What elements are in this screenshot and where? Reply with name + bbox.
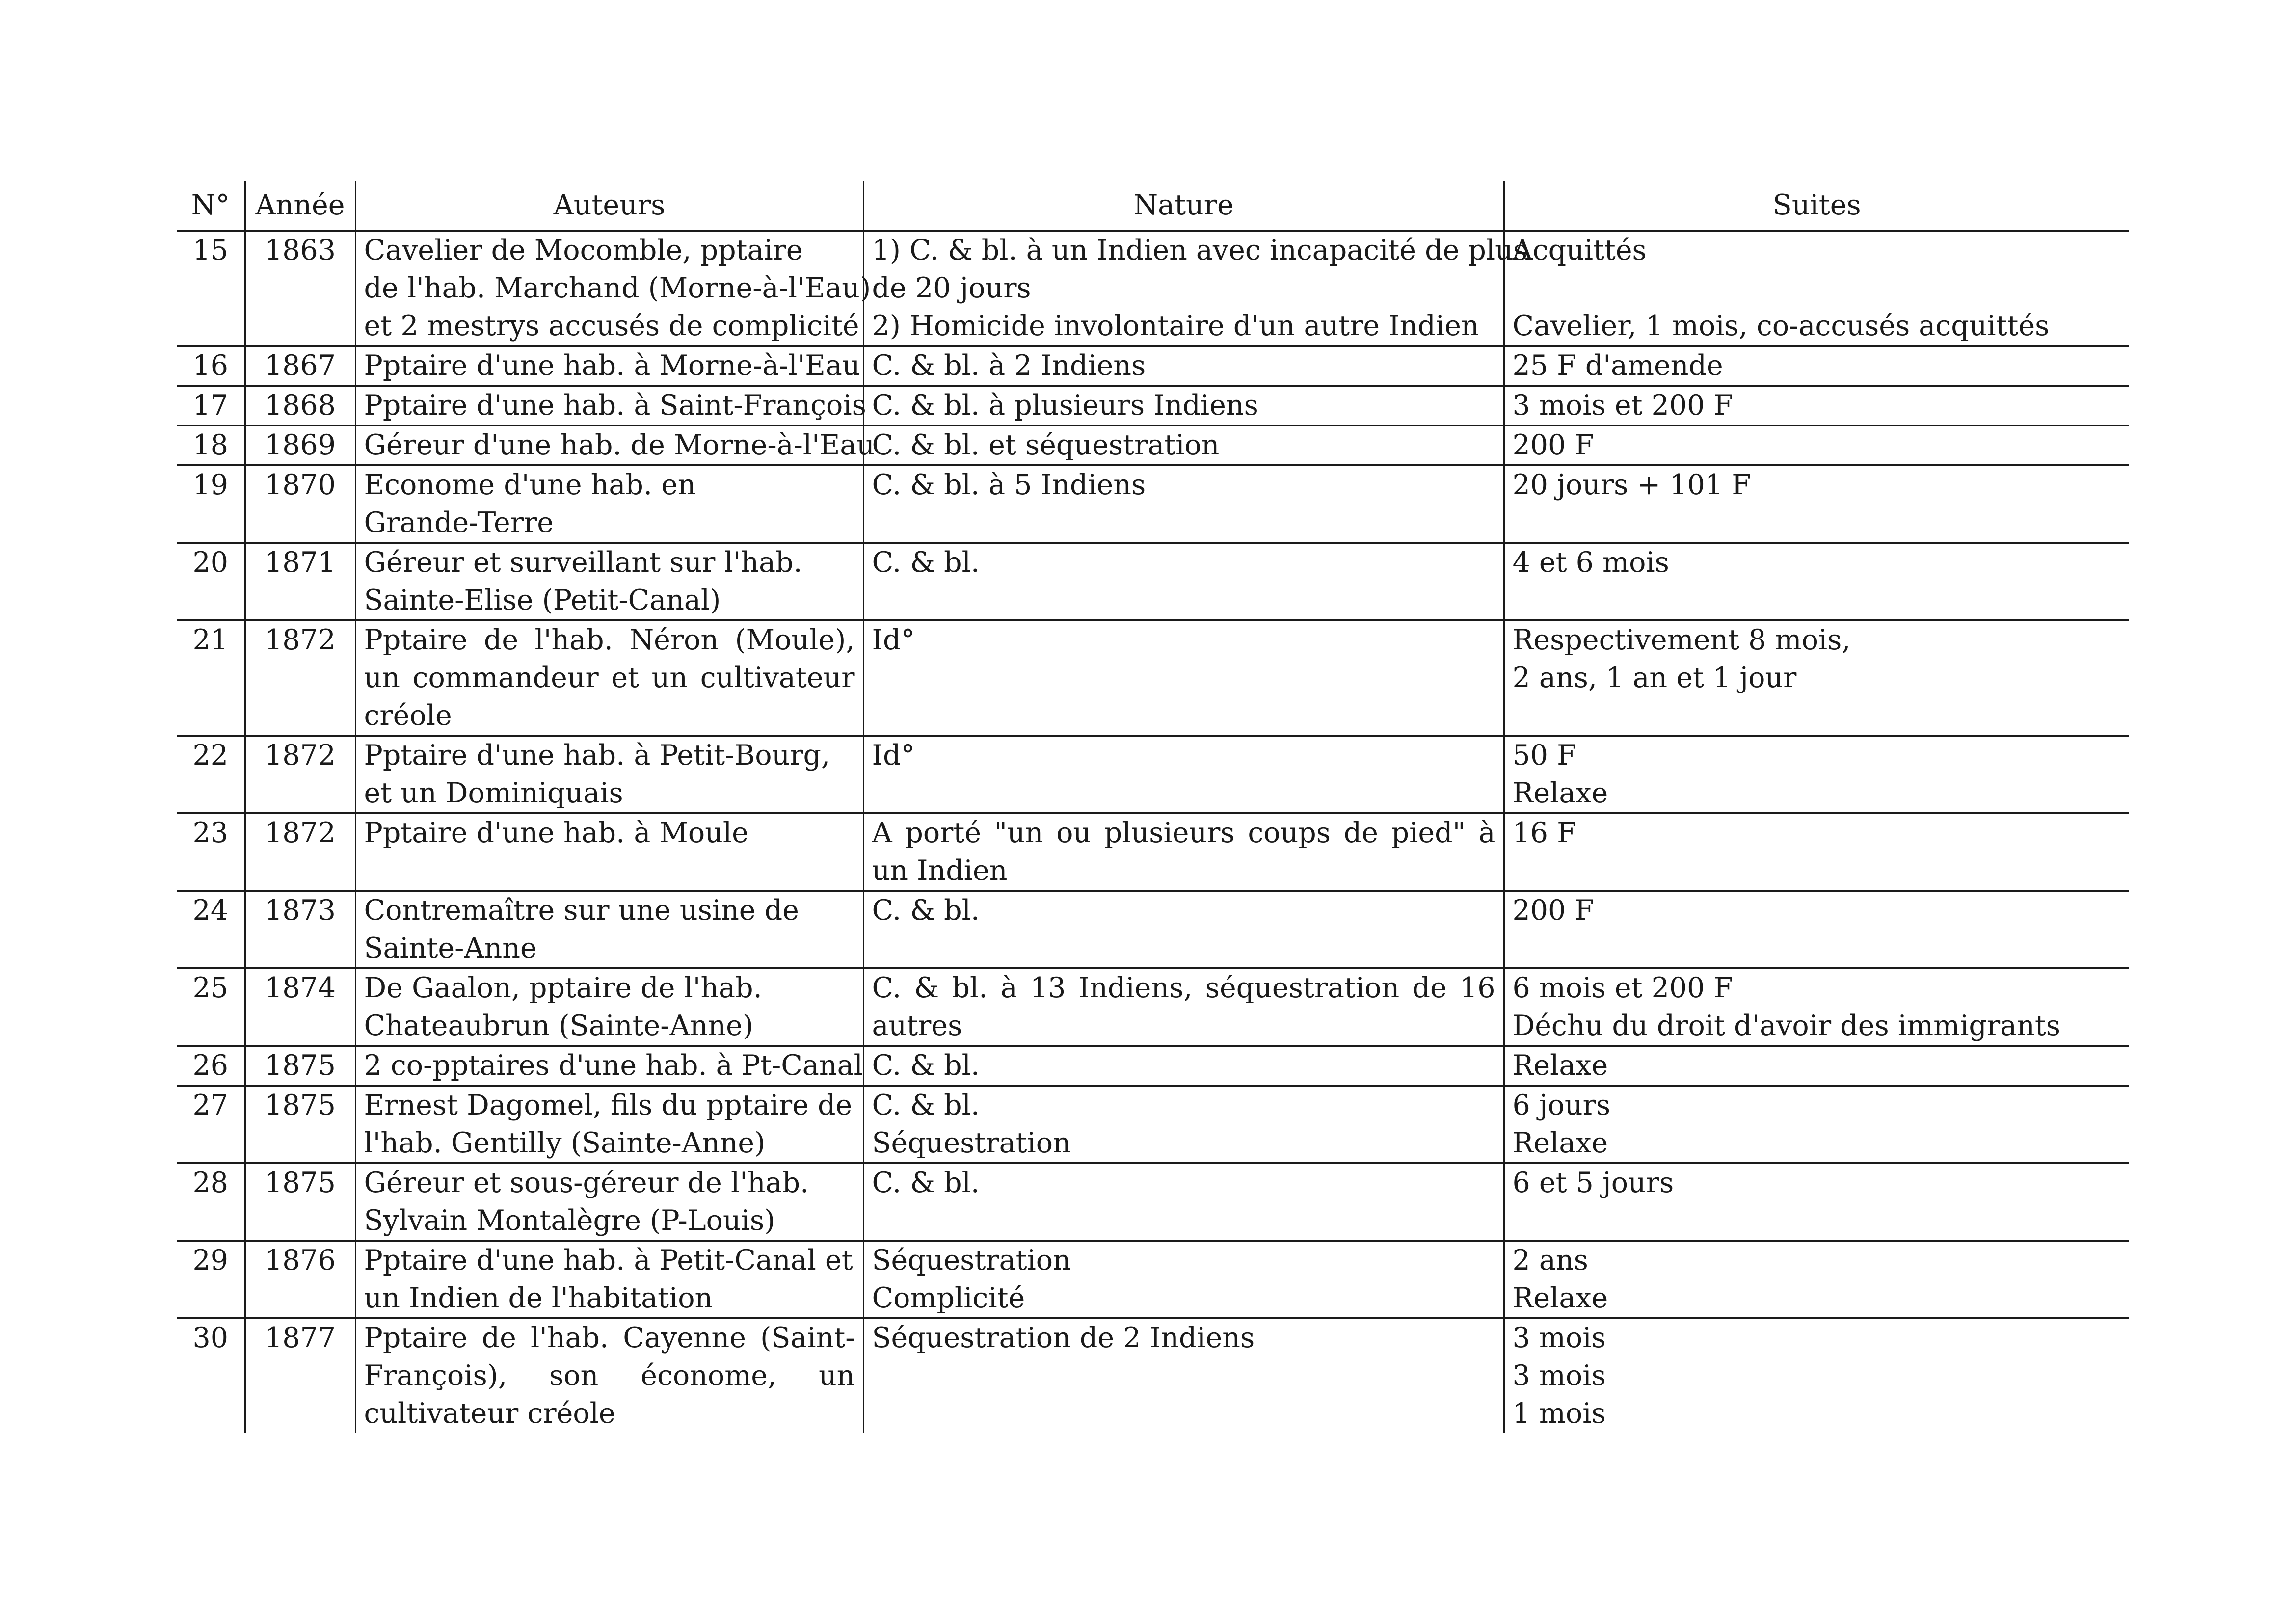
case-authors-line: un Indien de l'habitation xyxy=(364,1282,713,1314)
case-nature xyxy=(863,386,1504,426)
case-number: 20 xyxy=(177,543,245,620)
case-outcome-line: 6 mois et 200 F xyxy=(1512,972,1734,1004)
case-year: 1868 xyxy=(245,386,355,426)
case-nature-line: de 20 jours xyxy=(872,272,1031,304)
header-annee: Année xyxy=(245,181,355,231)
case-authors-line: De Gaalon, pptaire de l'hab. xyxy=(364,972,762,1004)
table-row xyxy=(177,1318,2129,1433)
case-authors xyxy=(355,231,871,346)
case-authors-text: Pptaire de l'hab. Cayenne (Saint-François), son économe, un cultivateur créole xyxy=(364,1322,855,1430)
case-outcome-line: Cavelier, 1 mois, co-accusés acquittés xyxy=(1512,310,2050,342)
case-nature-line: C. & bl. xyxy=(872,894,980,927)
case-nature-line: Séquestration de 2 Indiens xyxy=(872,1322,1255,1354)
case-nature xyxy=(863,1318,1504,1433)
case-outcome-line xyxy=(1513,269,2122,307)
case-outcome-line: 2 ans xyxy=(1512,1244,1588,1277)
case-year: 1874 xyxy=(245,968,355,1046)
table-row xyxy=(177,620,2129,736)
case-authors xyxy=(355,620,863,736)
table-row xyxy=(177,736,2129,813)
case-number: 26 xyxy=(177,1046,245,1086)
case-authors-line: Contremaître sur une usine de xyxy=(364,894,799,927)
table-row xyxy=(177,1241,2129,1318)
table-row xyxy=(177,1163,2129,1241)
case-year: 1873 xyxy=(245,891,355,968)
case-nature-line: Séquestration xyxy=(872,1127,1071,1159)
table-row xyxy=(177,891,2129,968)
case-outcome-line: 1 mois xyxy=(1512,1397,1606,1430)
case-nature xyxy=(863,426,1504,465)
case-number: 30 xyxy=(177,1318,245,1433)
case-number: 28 xyxy=(177,1163,245,1241)
case-authors-line: Géreur d'une hab. de Morne-à-l'Eau xyxy=(364,429,875,461)
table-row xyxy=(177,386,2129,426)
case-number: 27 xyxy=(177,1086,245,1163)
violence-cases-table xyxy=(177,181,2129,1433)
case-year: 1871 xyxy=(245,543,355,620)
case-year: 1863 xyxy=(245,231,355,346)
case-year: 1875 xyxy=(245,1086,355,1163)
case-outcome xyxy=(1504,1163,2129,1241)
case-authors-line: Pptaire d'une hab. à Morne-à-l'Eau xyxy=(364,349,860,382)
case-nature xyxy=(863,736,1504,813)
case-nature xyxy=(863,1086,1504,1163)
case-authors xyxy=(355,426,875,465)
case-authors xyxy=(355,736,863,813)
case-outcome xyxy=(1504,426,2129,465)
case-outcome-line: Respectivement 8 mois, xyxy=(1512,624,1851,656)
case-nature xyxy=(863,465,1504,543)
case-outcome xyxy=(1504,1318,2129,1433)
case-nature xyxy=(863,968,1504,1046)
case-nature-line: C. & bl. xyxy=(872,1049,980,1082)
case-outcome-line: 200 F xyxy=(1512,429,1594,461)
case-nature xyxy=(863,813,1504,891)
case-nature-line: C. & bl. à 2 Indiens xyxy=(872,349,1146,382)
case-authors-line: et un Dominiquais xyxy=(364,777,623,809)
case-year: 1872 xyxy=(245,813,355,891)
case-authors-line: l'hab. Gentilly (Sainte-Anne) xyxy=(364,1127,766,1159)
table-row xyxy=(177,1086,2129,1163)
case-outcome-line: 200 F xyxy=(1512,894,1594,927)
header-nature: Nature xyxy=(863,181,1504,231)
case-authors-line: Pptaire d'une hab. à Saint-François xyxy=(364,389,866,422)
case-outcome-line: Relaxe xyxy=(1512,777,1608,809)
case-number: 24 xyxy=(177,891,245,968)
case-outcome-line: 16 F xyxy=(1512,817,1576,849)
table-row xyxy=(177,426,2129,465)
case-outcome-line: Acquittés xyxy=(1512,234,1647,266)
case-nature-line: Id° xyxy=(872,739,915,772)
case-nature-line: C. & bl. à 5 Indiens xyxy=(872,469,1146,501)
case-outcome xyxy=(1504,346,2129,386)
case-nature-line: 1) C. & bl. à un Indien avec incapacité de plus xyxy=(872,234,1528,266)
case-outcome-line: Relaxe xyxy=(1512,1127,1608,1159)
case-outcome xyxy=(1504,231,2129,346)
case-year: 1875 xyxy=(245,1046,355,1086)
header-auteurs: Auteurs xyxy=(355,181,863,231)
case-nature-line: 2) Homicide involontaire d'un autre Indien xyxy=(872,310,1479,342)
case-authors-line: Géreur et sous-géreur de l'hab. xyxy=(364,1167,809,1199)
case-number: 16 xyxy=(177,346,245,386)
case-number: 23 xyxy=(177,813,245,891)
header-row xyxy=(177,181,2129,231)
table-row xyxy=(177,968,2129,1046)
case-number: 25 xyxy=(177,968,245,1046)
case-number: 18 xyxy=(177,426,245,465)
case-authors-line: Pptaire d'une hab. à Petit-Bourg, xyxy=(364,739,830,772)
case-authors xyxy=(355,1241,863,1318)
case-outcome-line: Relaxe xyxy=(1512,1282,1608,1314)
case-year: 1876 xyxy=(245,1241,355,1318)
case-authors-line: Pptaire d'une hab. à Petit-Canal et xyxy=(364,1244,853,1277)
case-year: 1869 xyxy=(245,426,355,465)
case-nature xyxy=(863,231,1528,346)
case-authors-line: Sainte-Anne xyxy=(364,932,537,964)
case-authors-line: Chateaubrun (Sainte-Anne) xyxy=(364,1010,754,1042)
case-authors-line: de l'hab. Marchand (Morne-à-l'Eau) xyxy=(364,272,871,304)
case-outcome xyxy=(1504,891,2129,968)
header-numero: N° xyxy=(177,181,245,231)
table-row xyxy=(177,1046,2129,1086)
table-row xyxy=(177,346,2129,386)
case-number: 19 xyxy=(177,465,245,543)
case-authors xyxy=(355,1046,863,1086)
case-authors xyxy=(355,465,863,543)
case-nature xyxy=(863,543,1504,620)
case-number: 17 xyxy=(177,386,245,426)
case-number: 21 xyxy=(177,620,245,736)
case-outcome-line: 25 F d'amende xyxy=(1512,349,1723,382)
case-authors-line: Ernest Dagomel, fils du pptaire de xyxy=(364,1089,853,1121)
case-authors xyxy=(355,386,866,426)
case-year: 1877 xyxy=(245,1318,355,1433)
case-authors-line: Sainte-Elise (Petit-Canal) xyxy=(364,584,721,616)
table-row xyxy=(177,465,2129,543)
case-nature xyxy=(863,1241,1504,1318)
case-authors-text: Pptaire de l'hab. Néron (Moule), un commandeur et un cultivateur créole xyxy=(364,624,855,732)
case-outcome xyxy=(1504,465,2129,543)
case-nature xyxy=(863,1046,1504,1086)
case-authors xyxy=(355,891,863,968)
case-nature-line: C. & bl. xyxy=(872,1167,980,1199)
case-outcome-line: 3 mois xyxy=(1512,1322,1606,1354)
case-authors xyxy=(355,346,863,386)
case-year: 1870 xyxy=(245,465,355,543)
case-outcome xyxy=(1504,1241,2129,1318)
case-nature-line: Id° xyxy=(872,624,915,656)
case-authors xyxy=(355,543,863,620)
case-outcome-line: Relaxe xyxy=(1512,1049,1608,1082)
case-authors xyxy=(355,813,863,891)
case-outcome xyxy=(1504,620,2129,736)
case-outcome-line: 6 jours xyxy=(1512,1089,1611,1121)
case-nature xyxy=(863,1163,1504,1241)
case-nature xyxy=(863,620,1504,736)
case-outcome-line: 3 mois xyxy=(1512,1359,1606,1392)
case-authors-line: Pptaire d'une hab. à Moule xyxy=(364,817,748,849)
case-outcome xyxy=(1504,543,2129,620)
case-authors-line: Cavelier de Mocomble, pptaire xyxy=(364,234,803,266)
case-number: 22 xyxy=(177,736,245,813)
case-nature-line: C. & bl. et séquestration xyxy=(872,429,1220,461)
case-year: 1872 xyxy=(245,620,355,736)
case-nature-line: C. & bl. xyxy=(872,1089,980,1121)
case-nature-text: A porté "un ou plusieurs coups de pied" à un Indien xyxy=(872,817,1495,887)
table-row xyxy=(177,813,2129,891)
case-nature-line: Complicité xyxy=(872,1282,1025,1314)
case-outcome-line: 6 et 5 jours xyxy=(1512,1167,1674,1199)
case-outcome xyxy=(1504,386,2129,426)
case-year: 1875 xyxy=(245,1163,355,1241)
table-body xyxy=(177,231,2129,1433)
case-outcome-line: 2 ans, 1 an et 1 jour xyxy=(1512,662,1797,694)
case-year: 1872 xyxy=(245,736,355,813)
case-outcome xyxy=(1504,968,2129,1046)
case-authors xyxy=(355,1318,863,1433)
case-number: 29 xyxy=(177,1241,245,1318)
header-suites: Suites xyxy=(1504,181,2129,231)
table-row xyxy=(177,231,2129,346)
case-nature xyxy=(863,891,1504,968)
case-authors xyxy=(355,968,863,1046)
case-outcome xyxy=(1504,1086,2129,1163)
table-header xyxy=(177,181,2129,231)
case-outcome-line: 3 mois et 200 F xyxy=(1512,389,1734,422)
case-nature-line: C. & bl. à plusieurs Indiens xyxy=(872,389,1258,422)
case-authors xyxy=(355,1163,863,1241)
case-outcome xyxy=(1504,1046,2129,1086)
case-authors-line: Géreur et surveillant sur l'hab. xyxy=(364,546,802,579)
case-authors-line: Grande-Terre xyxy=(364,506,554,539)
case-authors-line: Econome d'une hab. en xyxy=(364,469,696,501)
case-nature xyxy=(863,346,1504,386)
case-outcome-line: Déchu du droit d'avoir des immigrants xyxy=(1512,1010,2061,1042)
case-authors-line: Sylvain Montalègre (P-Louis) xyxy=(364,1204,775,1237)
case-outcome xyxy=(1504,813,2129,891)
case-nature-line: C. & bl. xyxy=(872,546,980,579)
case-nature-line: Séquestration xyxy=(872,1244,1071,1277)
case-authors xyxy=(355,1086,863,1163)
case-authors-line: et 2 mestrys accusés de complicité xyxy=(364,310,859,342)
case-outcome-line: 20 jours + 101 F xyxy=(1512,469,1751,501)
case-nature-text: C. & bl. à 13 Indiens, séquestration de 16 autres xyxy=(872,972,1495,1042)
case-outcome xyxy=(1504,736,2129,813)
case-authors-line: 2 co-pptaires d'une hab. à Pt-Canal xyxy=(364,1049,863,1082)
case-year: 1867 xyxy=(245,346,355,386)
case-outcome-line: 4 et 6 mois xyxy=(1512,546,1669,579)
table-row xyxy=(177,543,2129,620)
case-number: 15 xyxy=(192,234,229,266)
case-outcome-line: 50 F xyxy=(1512,739,1576,772)
